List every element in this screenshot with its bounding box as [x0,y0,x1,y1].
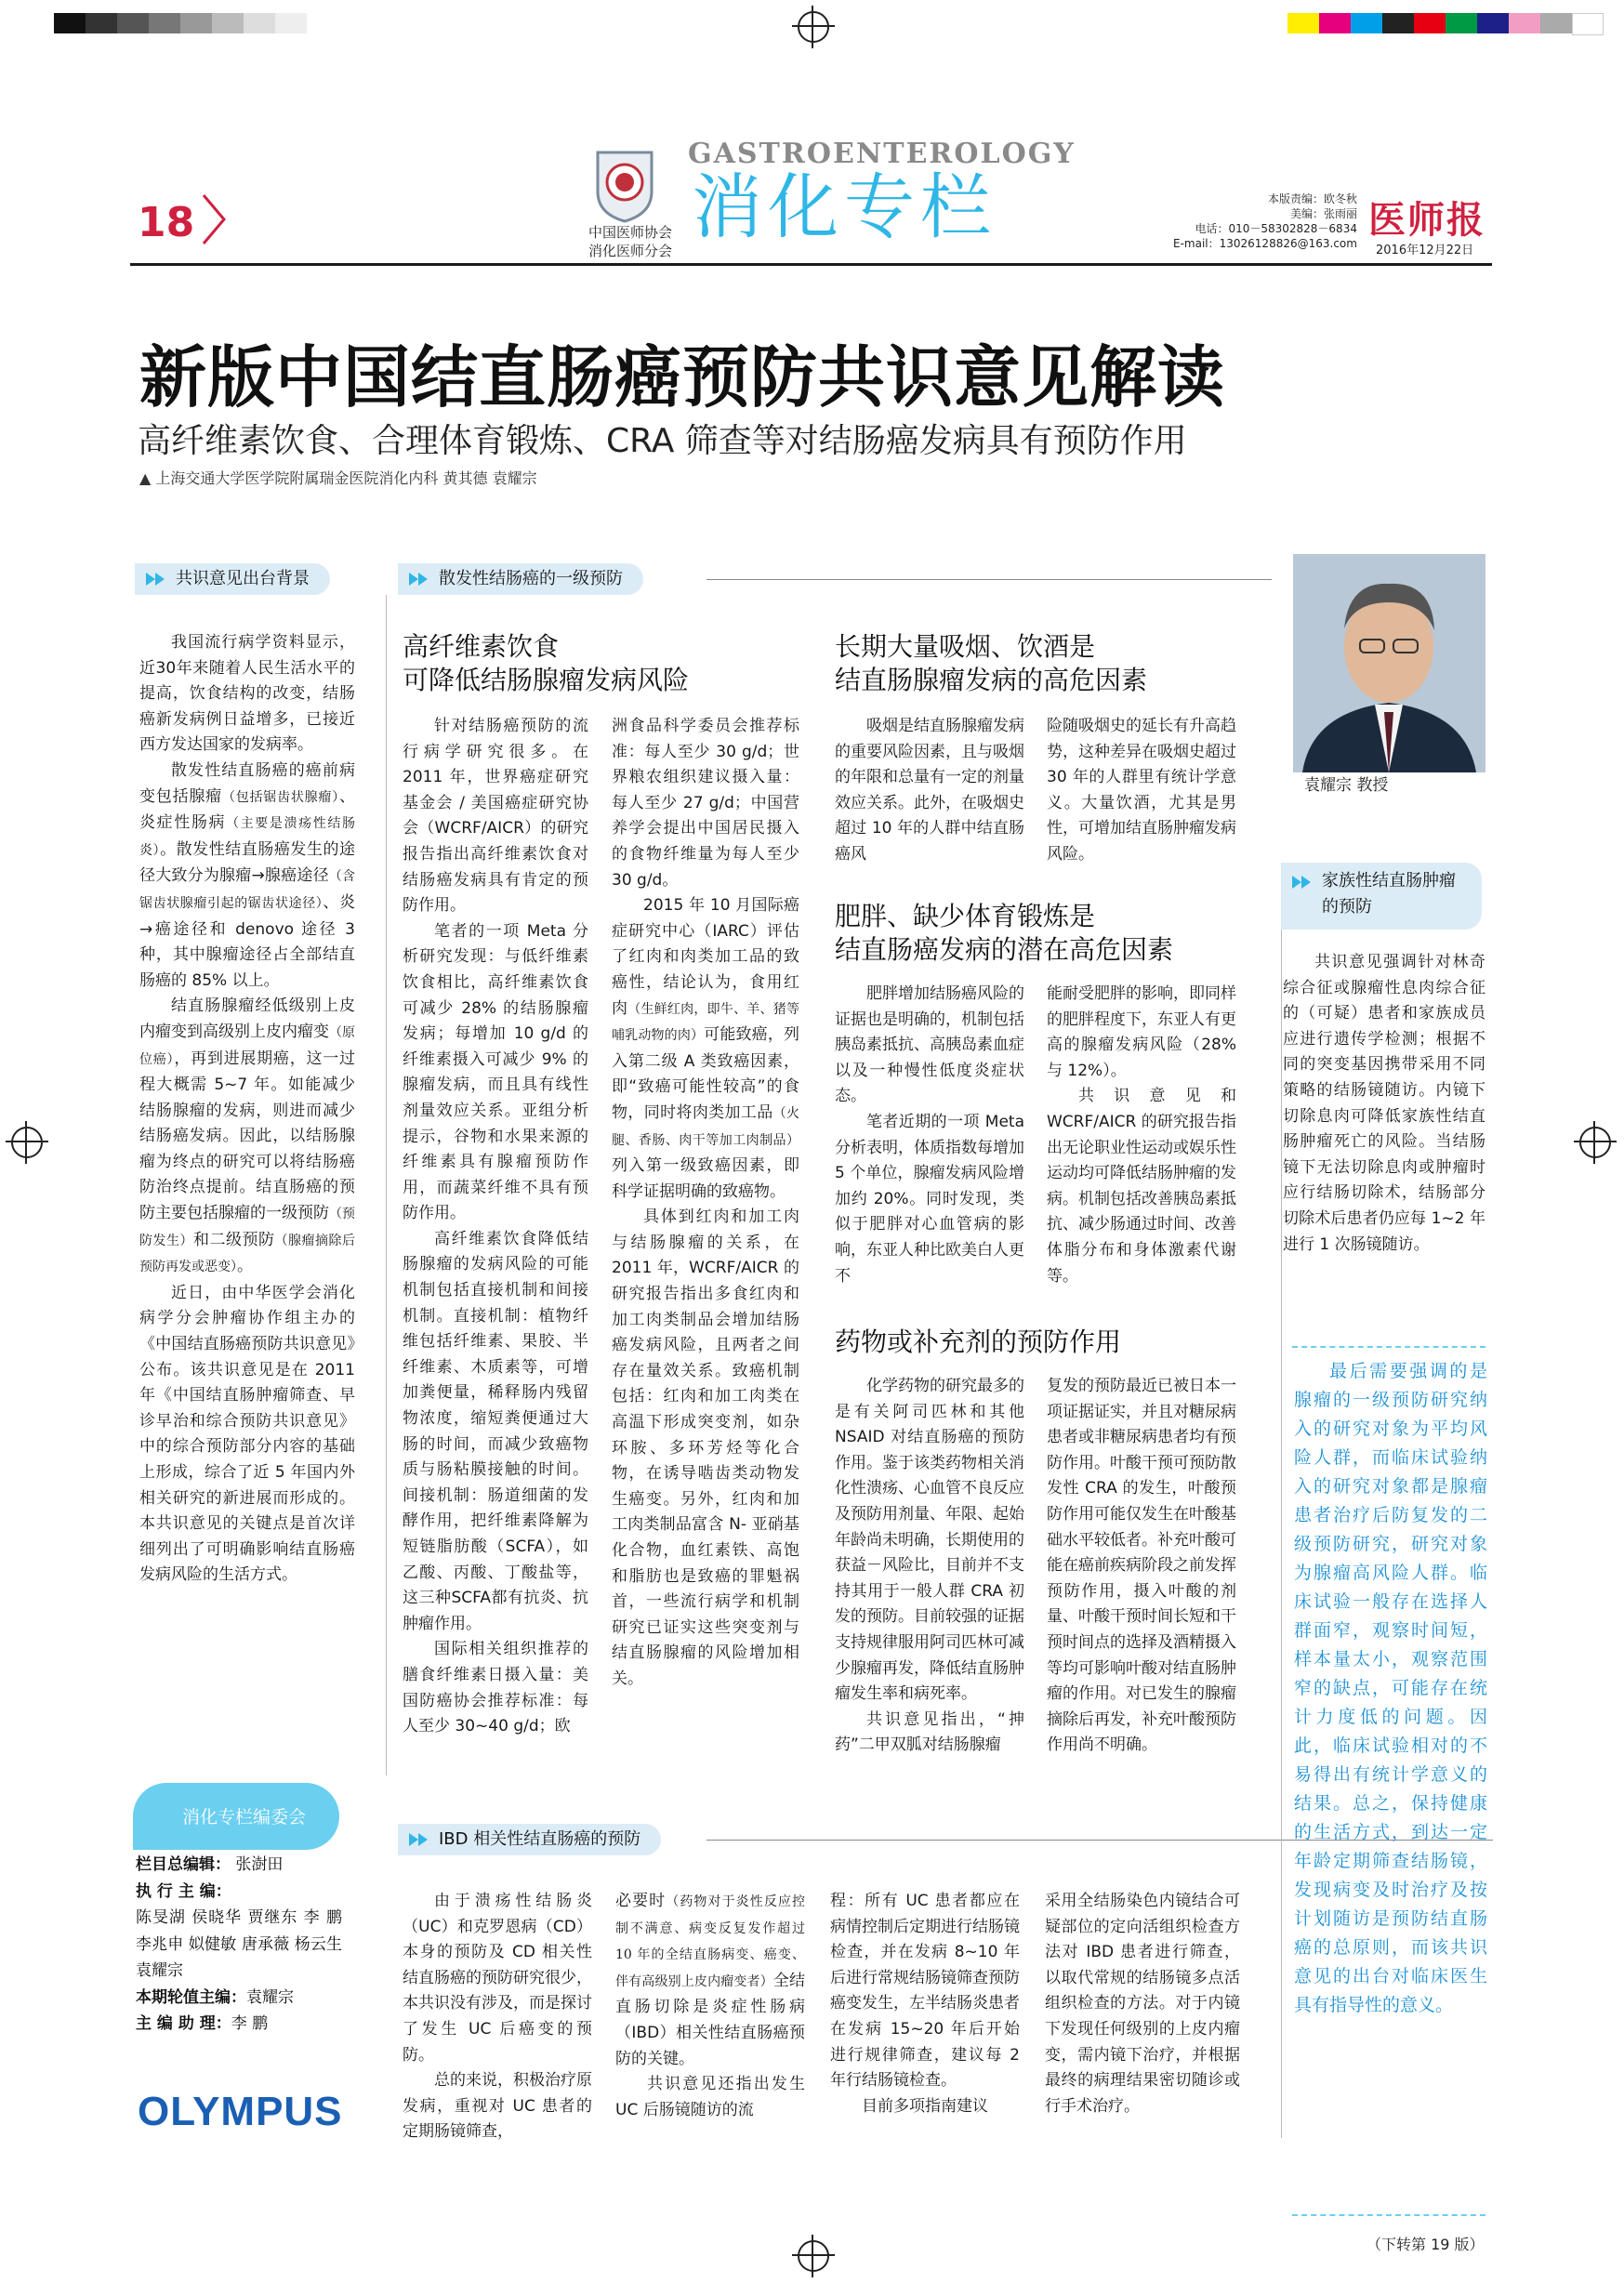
ibd-text-col4 [1045,1889,1240,2177]
ibd-text-col3 [830,1889,1020,2177]
paragraph: 近日，由中华医学会消化病学分会肿瘤协作组主办的《中国结直肠癌预防共识意见》公布。该共识意见是在 2011 年《中国结直肠肿瘤筛查、早诊早治和综合预防共识意见》中的综合预防部分内容的基础上形成，综合了近 5 年国内外相关研究的新进展而形成的。本共识意见的关键点是首次详细列出了可明确影响结直肠癌发病风险的生活方式。 [139,1283,355,1585]
author-photo [1293,554,1485,772]
heading-drugs: 药物或补充剂的预防作用 [835,1326,1122,1357]
issue-date: 2016年12月22日 [1376,244,1474,257]
divider-rule [1292,1346,1485,1348]
rotating-label: 本期轮值主编： [136,1987,246,2007]
paragraph: 国际相关组织推荐的膳食纤维素日摄入量：美国防癌协会推荐标准：每人至少 30~40 g/d；欧 [403,1640,588,1736]
paragraph: 总的来说，积极治疗原发病，重视对 UC 患者的定期肠镜筛查， [403,2071,592,2142]
paragraph: 共识意见和 WCRF/AICR 的研究报告指出无论职业性运动或娱乐性运动均可降低结肠肿瘤的发病。机制包括改善胰岛素抵抗、减少肠通过时间、改善体脂分布和身体激素代谢等。 [1047,1087,1236,1286]
editor-line: 本版责编：欧冬秋 [1267,192,1357,205]
obesity-text-col1 [835,982,1024,1298]
paragraph: 能耐受肥胖的影响，即同样的肥胖程度下，东亚人有更高的腺瘤发病风险（28% 与 12%）。 [1047,984,1236,1080]
editor-info [1173,191,1357,251]
association-logo [592,147,657,223]
chief-label: 栏目总编辑： [136,1855,231,1874]
section-tag-family: 家族性结直肠肿瘤的预防 [1281,863,1482,930]
column-divider [1281,930,1282,2138]
paragraph: 复发的预防最近已被日本一项证据证实，并且对糖尿病患者或非糖尿病患者均有预防作用。叶酸干预可预防散发性 CRA 的发生，叶酸预防作用可能仅发生在叶酸基础水平较低者。补充叶酸可能在癌前疾病阶段之前发挥预防作用，摄入叶酸的剂量、叶酸干预时间长短和干预时间点的选择及酒精摄入等均可影响叶酸对结直肠肿瘤的作用。对已发生的腺瘤摘除后再发，补充叶酸预防作用尚不明确。 [1047,1377,1236,1755]
paragraph: 程：所有 UC 患者都应在病情控制后定期进行结肠镜检查，并在发病 8~10 年后进行常规结肠镜筛查预防癌变发生，左半结肠炎患者在发病 15~20 年后开始进行规律筛查，建议每 2 年行结肠镜检查。 [830,1892,1020,2091]
editorial-board [136,1852,342,2038]
exec-label: 执 行 主 编： [136,1881,231,1901]
byline [139,467,537,488]
paragraph: 洲食品科学委员会推荐标准：每人至少 30 g/d；世界粮农组织建议摄入量：每人至少 27 g/d；中国营养学会提出中国居民摄入的食物纤维量为每人至少 30 g/d。 [612,717,799,890]
drugs-text-col2 [1047,1374,1236,1796]
assistant-name: 李 鹏 [231,2014,269,2033]
paragraph: 共识意见指出，“抻药”二甲双胍对结肠腺瘤 [835,1709,1024,1755]
paragraph: 必要时（药物对于炎性反应控制不满意、病变反复发作超过 10 年的全结直肠病变、癌变、伴有高级别上皮内瘤变者）全结直肠切除是炎症性肠病（IBD）相关性结直肠癌预防的关键。 [615,1892,805,2068]
print-gray-bar [54,13,307,33]
paragraph: 具体到红肉和加工肉与结肠腺瘤的关系，在 2011 年，WCRF/AICR 的研究报告指出多食红肉和加工肉类制品会增加结肠癌发病风险，且两者之间存在量效关系。致癌机制包括：红肉和加工肉类在高温下形成突变剂，如杂环胺、多环芳烃等化合物，在诱导啮齿类动物发生癌变。另外，红肉和加工肉类制品富含 N- 亚硝基化合物，血红素铁、高饱和脂肪也是致癌的罪魁祸首，一些流行病学和机制研究已证实这些突变剂与结直肠腺瘤的风险增加相关。 [612,1207,799,1688]
editor-line: E-mail：13026128826@163.com [1173,237,1357,250]
paragraph: 采用全结肠染色内镜结合可疑部位的定向活组织检查方法对 IBD 患者进行筛查，以取代常规的结肠镜多点活组织检查的方法。对于内镜下发现任何级别的上皮内瘤变，需内镜下治疗，并根据最终的病理结果密切随诊或行手术治疗。 [1045,1892,1240,2116]
divider-rule [1292,2214,1485,2216]
paragraph: 高纤维素饮食降低结肠腺瘤的发病风险的可能机制包括直接机制和间接机制。直接机制：植物纤维包括纤维素、果胶、半纤维素、木质素等，可增加粪便量，稀释肠内残留物浓度，缩短粪便通过大肠的时间，而减少致癌物质与肠粘膜接触的时间。间接机制：肠道细菌的发酵作用，把纤维素降解为短链脂肪酸（SCFA），如乙酸、丙酸、丁酸盐等，这三种SCFA都有抗炎、抗肿瘤作用。 [403,1229,588,1633]
registration-mark-bottom [798,2240,829,2272]
editor-line: 美编：张雨丽 [1289,207,1357,220]
paragraph: 由于溃疡性结肠炎（UC）和克罗恩病（CD）本身的预防及 CD 相关性结直肠癌的预防研究很少，本共识没有涉及，而是探讨了发生 UC 后癌变的预防。 [403,1892,592,2065]
article-title: 新版中国结直肠癌预防共识意见解读 [139,338,1226,416]
heading-smoking: 长期大量吸烟、饮酒是 结直肠腺瘤发病的高危因素 [835,631,1148,695]
paragraph: 笔者的一项 Meta 分析研究发现：与低纤维素饮食相比，高纤维素饮食可减少 28% 的结肠腺瘤发病；每增加 10 g/d 的纤维素摄入可减少 9% 的腺瘤发病，而且具有线性剂量效应关系。亚组分析提示，谷物和水果来源的纤维素具有腺瘤预防作用，而蔬菜纤维不具有预防作用。 [403,921,588,1223]
paragraph: 针对结肠癌预防的流行病学研究很多。在 2011 年，世界癌症研究基金会 / 美国癌症研究协会（WCRF/AICR）的研究报告指出高纤维素饮食对结肠癌发病具有肯定的预防作用。 [403,717,588,916]
paragraph: 险随吸烟史的延长有升高趋势，这种差异在吸烟史超过 30 年的人群里有统计学意义。大量饮酒，尤其是男性，可增加结直肠肿瘤发病风险。 [1047,717,1236,864]
paragraph: 笔者近期的一项 Meta 分析表明，体质指数每增加 5 个单位，腺瘤发病风险增加约 20%。同时发现，类似于肥胖对心血管病的影响，东亚人种比欧美白人更不 [835,1112,1024,1286]
registration-mark-left [11,1127,43,1158]
byline-mark: ▲ [139,469,152,487]
paragraph: 吸烟是结直肠腺瘤发病的重要风险因素，且与吸烟的年限和总量有一定的剂量效应关系。此外，在吸烟史超过 10 年的人群中结直肠癌风 [835,717,1024,864]
page-number: 18 [138,199,195,246]
section-rule [706,579,1272,580]
column-divider [386,595,387,1775]
drugs-text-col1 [835,1374,1024,1796]
heading-fiber: 高纤维素饮食 可降低结肠腺瘤发病风险 [403,631,690,695]
section-tag-sporadic: 散发性结肠癌的一级预防 [398,563,643,595]
article-subtitle: 高纤维素饮食、合理体育锻炼、CRA 筛查等对结肠癌发病具有预防作用 [138,422,1187,460]
smoking-text-col1 [835,714,1024,872]
paragraph: 2015 年 10 月国际癌症研究中心（IARC）评估了红肉和肉类加工品的致癌性，结论认为，食用红肉（生鲜红肉，即牛、羊、猪等哺乳动物的肉）可能致癌，列入第二级 A 类致癌因素，即“致癌可能性较高”的食物，同时将肉类加工品（火腿、香肠、肉干等加工肉制品）列入第一级致癌因素，即科学证据明确的致癌物。 [612,896,799,1201]
fiber-text-col2 [612,714,799,1794]
paragraph: 结直肠腺瘤经低级别上皮内瘤变到高级别上皮内瘤变（原位癌），再到进展期癌，这一过程大概需 5~7 年。如能减少结肠腺瘤的发病，则进而减少结肠癌发病。因此，以结肠腺瘤为终点的研究可以将结肠癌防治终点提前。结直肠癌的预防主要包括腺瘤的一级预防（预防发生）和二级预防（腺瘤摘除后预防再发或恶变）。 [139,996,355,1276]
family-text [1283,950,1485,1322]
heading-obesity: 肥胖、缺少体育锻炼是 结直肠癌发病的潜在高危因素 [835,901,1174,965]
editorial-badge-label: 消化专栏编委会 [182,1807,307,1828]
background-text [139,630,355,1699]
chief-name: 张澍田 [235,1855,284,1874]
ibd-text-col2 [615,1889,805,2177]
continued-note: （下转第 19 版） [1367,2236,1485,2253]
column-chinese-title: 消化专栏 [692,165,997,248]
section-tag-ibd: IBD 相关性结直肠癌的预防 [398,1824,661,1855]
photo-caption: 袁耀宗 教授 [1304,776,1389,795]
registration-mark-right [1579,1127,1611,1158]
rotating-name: 袁耀宗 [246,1987,294,2007]
sponsor-logo: OLYMPUS [138,2089,343,2134]
column-english-title: GASTROENTEROLOGY [688,138,1076,170]
ibd-text-col1 [403,1889,592,2177]
paragraph: 散发性结直肠癌的癌前病变包括腺瘤（包括锯齿状腺瘤）、炎症性肠病（主要是溃疡性结肠炎）。散发性结直肠癌发生的途径大致分为腺瘤→腺癌途径（含锯齿状腺瘤引起的锯齿状途径）、炎→癌途径和 denovo 途径 3 种，其中腺瘤途径占全部结直肠癌的 85% 以上。 [139,760,355,990]
paragraph: 最后需要强调的是腺瘤的一级预防研究纳入的研究对象为平均风险人群，而临床试验纳入的研究对象都是腺瘤患者治疗后防复发的二级预防研究，研究对象为腺瘤高风险人群。临床试验一般存在选择人群面窄，观察时间短，样本量太小，观察范围窄的缺点，可能存在统计力度低的问题。因此，临床试验相对的不易得出有统计学意义的结果。总之，保持健康的生活方式，到达一定年龄定期筛查结肠镜，发现病变及时治疗及按计划随访是预防结直肠癌的总原则，而该共识意见的出台对临床医生具有指导性的意义。 [1294,1361,1487,2015]
chevron-right-icon [200,191,228,247]
header-rule [130,263,1492,266]
obesity-text-col2 [1047,982,1236,1298]
assistant-label: 主 编 助 理： [136,2014,231,2033]
registration-mark-top [798,11,829,43]
paragraph: 化学药物的研究最多的是有关阿司匹林和其他 NSAID 对结直肠癌的预防作用。鉴于该类药物相关消化性溃疡、心血管不良反应及预防用剂量、年限、起始年龄尚未明确，长期使用的获益－风险比，目前并不支持其用于一般人群 CRA 初发的预防。目前较强的证据支持规律服用阿司匹林可减少腺瘤再发，降低结直肠肿瘤发生率和病死率。 [835,1377,1024,1704]
association-name: 中国医师协会 消化医师分会 [588,224,672,259]
newspaper-brand: 医师报 [1368,198,1485,242]
print-color-bar [1287,13,1604,33]
section-tag-background: 共识意见出台背景 [135,563,330,595]
paragraph: 共识意见强调针对林奇综合征或腺瘤性息肉综合征的（可疑）患者和家族成员应进行遗传学检测；根据不同的突变基因携带采用不同策略的结肠镜随访。内镜下切除息肉可降低家族性结直肠肿瘤死亡的风险。当结肠镜下无法切除息肉或肿瘤时应行结肠切除术，结肠部分切除术后患者仍应每 1~2 年进行 1 次肠镜随访。 [1283,953,1485,1254]
fiber-text-col1 [403,714,588,1794]
editor-line: 电话：010－58302828－6834 [1195,222,1357,235]
paragraph: 目前多项指南建议 [862,2096,988,2116]
paragraph: 我国流行病学资料显示，近30年来随着人民生活水平的提高，饮食结构的改变，结肠癌新发病例日益增多，已接近西方发达国家的发病率。 [139,633,355,755]
exec-names: 陈旻湖 侯晓华 贾继东 李 鹏 李兆申 姒健敏 唐承薇 杨云生 袁耀宗 [136,1908,342,1980]
byline-text: 上海交通大学医学院附属瑞金医院消化内科 黄其德 袁耀宗 [155,469,537,487]
paragraph: 肥胖增加结肠癌风险的证据也是明确的，机制包括胰岛素抵抗、高胰岛素血症以及一种慢性低度炎症状态。 [835,984,1024,1106]
smoking-text-col2 [1047,714,1236,872]
conclusion-text [1294,1357,1487,2092]
paragraph: 共识意见还指出发生 UC 后肠镜随访的流 [615,2075,805,2119]
